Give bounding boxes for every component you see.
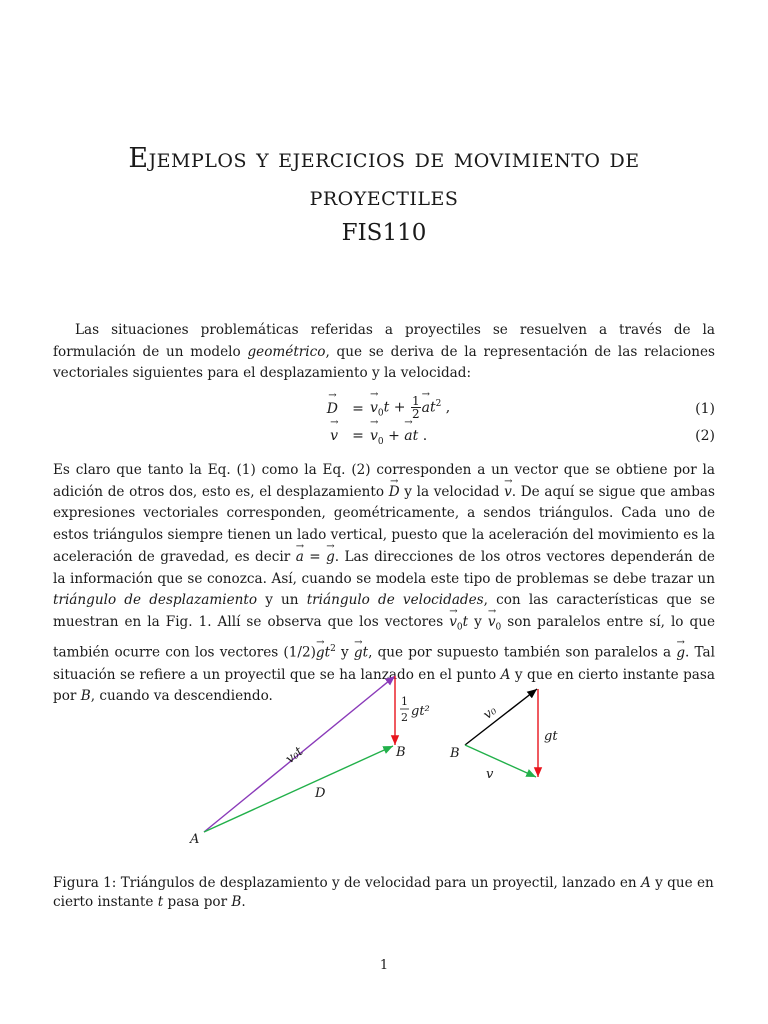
document-title (40, 140, 728, 216)
p2-s10: , que por supuesto también son paralelos a (368, 644, 677, 661)
figure-1-vector-triangles (0, 660, 768, 860)
v0-vector (465, 689, 537, 745)
eq2-equals: = (352, 428, 364, 444)
caption-A: A (640, 875, 651, 891)
caption-b: y que en cierto instante (53, 875, 714, 910)
p2-s8: son paralelos entre sí, lo que también ocurre con los vectores (1/2) (53, 613, 716, 661)
caption-B: B (231, 894, 242, 910)
eq2-rhs: → $v_0$ + → at . (370, 428, 427, 447)
title-block (40, 140, 728, 250)
p2-s3: . De aquí se sigue que ambas expresiones vectoriales corresponden, geométricamente, a sendos triángulos. Cada uno de estos triángulos siempre tienen un lado vertical, puesto que la aceleración del movimiento es la aceleración de gravedad, es decir (53, 483, 715, 565)
eq1-rhs: → $v_0t$ + $\frac{1}{2}$ → $at^2$ , (370, 395, 450, 420)
eq1-lhs: → D (327, 401, 338, 417)
label-v0t: v₀t (283, 744, 307, 768)
eq1-number: (1) (695, 401, 715, 417)
label-gt2: gt² (411, 704, 430, 719)
velocity-triangle (449, 689, 558, 782)
caption-a: Figura 1: Triángulos de desplazamiento y de velocidad para un proyectil, lanzado en (53, 875, 641, 891)
p1-text-a: Las situaciones problemáticas referidas a proyectiles se resuelven a través de la formulación de un modelo (53, 322, 715, 360)
p1-text-b: , que se deriva de la representación de las relaciones vectoriales siguientes para el desplazamiento y la velocidad: (53, 343, 715, 382)
course-code: FIS110 (341, 220, 427, 246)
label-B-left: B (396, 745, 406, 760)
label-v0: v₀ (480, 703, 500, 723)
p2-em-displacement: triángulo de desplazamiento (53, 592, 258, 609)
p2-em-velocities: triángulo de velocidades (306, 592, 484, 609)
equation-1 (0, 395, 768, 429)
label-A: A (190, 832, 200, 847)
eq2-lhs: → v (330, 428, 338, 444)
p2-s11: . Tal situación se refiere a un proyectil que se ha lanzado en el punto (53, 644, 716, 683)
p2-s6: , con las características que se muestran en la Fig. 1. Allí se observa que los vectores (53, 592, 716, 630)
label-D: D (315, 786, 326, 801)
label-B-right: B (450, 746, 460, 761)
page-number: 1 (379, 958, 389, 973)
p2-s1: Es claro que tanto la Eq. (1) como la Eq. (2) corresponden a un vector que se obtiene por la adición de otros dos, esto es, el desplazamiento (53, 462, 715, 500)
p2-s2: y la velocidad (399, 483, 505, 500)
p2-s4: . Las direcciones de los otros vectores dependerán de la información que se conozca. Así, cuando se modela este tipo de problemas se debe trazar un (53, 548, 715, 587)
label-half-den: 2 (401, 711, 408, 724)
p2-s9: y (335, 644, 354, 661)
equation-2 (0, 428, 768, 448)
p2-s5: y un (257, 592, 307, 609)
caption-c: pasa por (163, 894, 232, 910)
body-paragraph: Es claro que tanto la Eq. (1) como la Eq. (2) corresponden a un vector que se obtiene por la adición de otros dos, esto es, el desplazamiento → D y la velocidad → v. De aquí se sigue que ambas expresiones vectoriales corresponden, geométricamente, a sendos triángulos. Cada uno de estos triángulos siempre tienen un lado vertical, puesto que la aceleración del movimiento es la aceleración de gravedad, es decir → a = → g. Las direcciones de los otros vectores dependerán de la información que se conozca. Así, cuando se modela este tipo de problemas se debe trazar un triángulo de desplazamiento y un triángulo de velocidades, con las características que se muestran en la Fig. 1. Allí se observa que los vectores → $v_0t$ $y \to v_0$ son paralelos entre sí, lo que también ocurre con los vectores $(1/2)\to gt^2$ y → gt, que por supuesto también son paralelos a → g. Tal situación se refiere a un proyectil que se ha lanzado en el punto A y que en cierto instante pasa por B, cuando va descendiendo. (53, 460, 715, 708)
p2-s12: y que en cierto instante pasa por (53, 666, 715, 705)
label-half-num: 1 (401, 695, 408, 708)
p1-emphasis: geométrico (247, 343, 326, 360)
title-line-2: proyectiles (309, 181, 459, 212)
figure-caption (53, 874, 715, 912)
title-line-1: Ejemplos y ejercicios de movimiento de (128, 143, 640, 174)
label-gt: gt (544, 729, 558, 744)
caption-t: t (157, 894, 164, 910)
eq1-equals: = (352, 401, 364, 417)
p2-s7: y (468, 613, 488, 630)
p2-s13: , cuando va descendiendo. (90, 688, 273, 705)
displacement-triangle (189, 676, 430, 847)
v-vector (465, 745, 536, 777)
caption-d: . (241, 894, 246, 910)
label-v: v (486, 767, 494, 782)
intro-paragraph (53, 320, 715, 385)
eq2-number: (2) (695, 428, 715, 444)
